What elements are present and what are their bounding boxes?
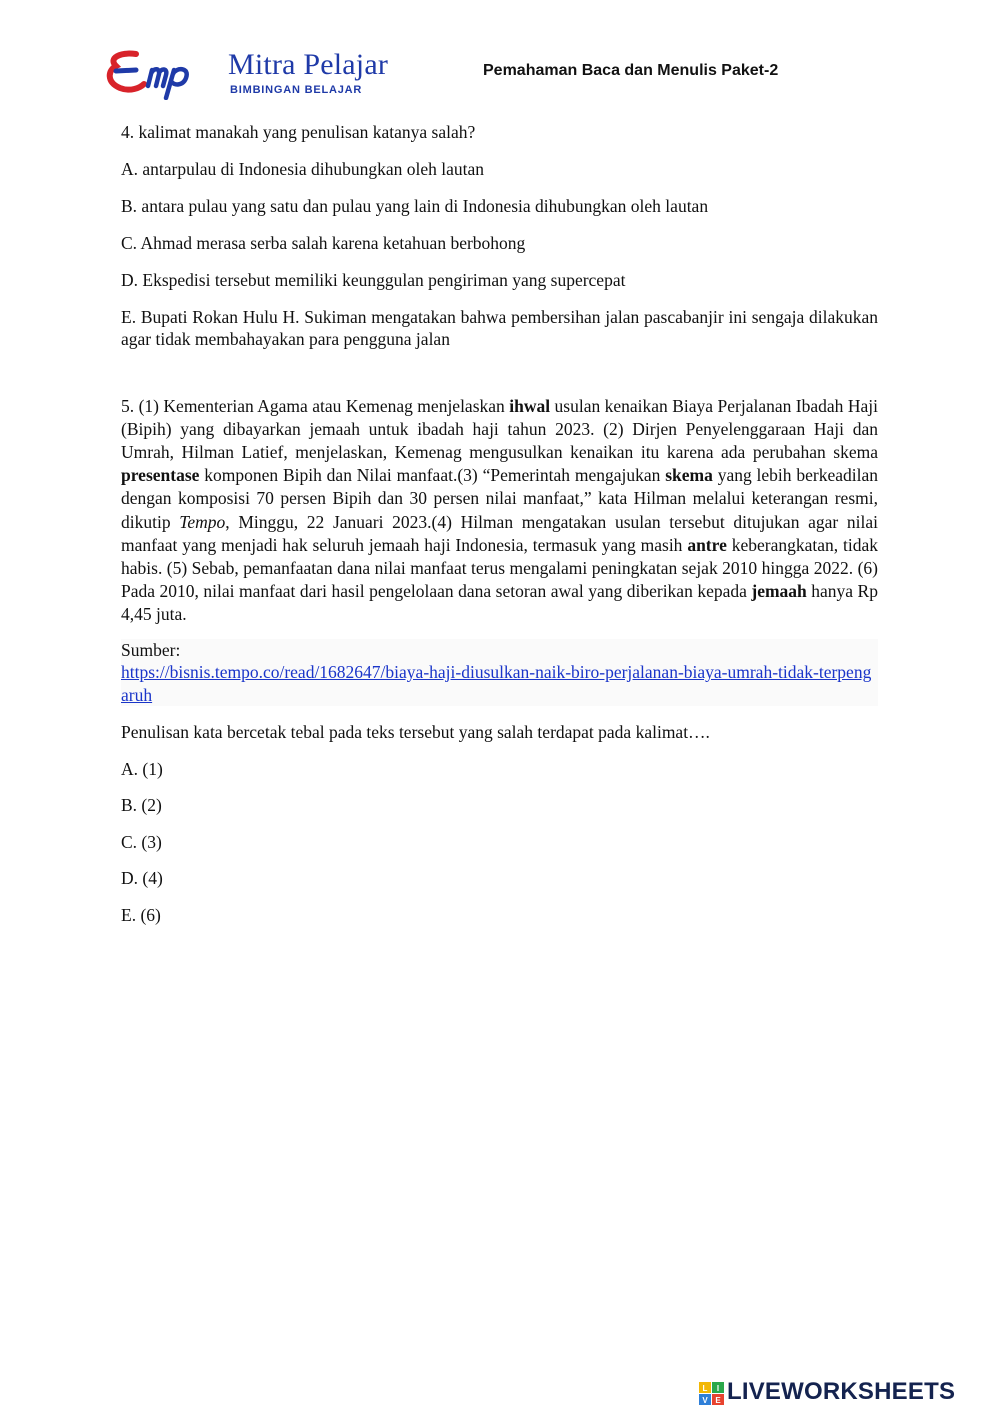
document-title: Pemahaman Baca dan Menulis Paket-2 [483,62,779,79]
bold-word-antre: antre [687,534,727,555]
bold-word-jemaah: jemaah [751,581,807,602]
liveworksheets-grid-icon [699,1382,725,1406]
liveworksheets-brand: LIVEWORKSHEETS [727,1378,956,1405]
question-4-option-c: C. Ahmad merasa serba salah karena ketahuan berbohong [121,232,526,253]
question-5-option-d: D. (4) [121,868,163,889]
question-4-option-b: B. antara pulau yang satu dan pulau yang lain di Indonesia dihubungkan oleh lautan [121,195,709,216]
emp-logo-mark-icon [106,48,226,100]
question-4-option-e: E. Bupati Rokan Hulu H. Sukiman mengatakan bahwa pembersihan jalan pascabanjir ini sengaja dilakukan agar tidak membahayakan para pengguna jalan [121,306,878,349]
bold-word-ihwal: ihwal [509,395,551,416]
worksheet-content [121,121,878,940]
brand-name: Mitra Pelajar [228,48,389,81]
passage-segment: , Minggu, 22 Januari 2023.(4) Hilman mengatakan usulan tersebut ditujukan agar nilai manfaat yang menjadi hak seluruh jemaah haji Indonesia, termasuk yang masih [121,511,878,555]
question-5-option-a: A. (1) [121,758,163,779]
grid-letter: V [702,1396,708,1405]
passage-segment: hanya Rp 4,45 juta. [121,581,878,625]
mitra-pelajar-logo [106,48,396,104]
liveworksheets-footer [699,1378,994,1410]
bold-word-skema: skema [665,465,713,486]
italic-word-tempo: Tempo [179,511,226,532]
question-5-option-e: E. (6) [121,904,161,925]
question-5 [121,395,878,927]
question-4-option-a: A. antarpulau di Indonesia dihubungkan oleh lautan [121,158,485,179]
source-link[interactable]: https://bisnis.tempo.co/read/1682647/biaya-haji-diusulkan-naik-biro-perjalanan-biaya-umrah-tidak-terpengaruh [121,662,872,705]
brand-subtitle: BIMBINGAN BELAJAR [230,84,363,96]
page-header [0,0,1000,110]
passage-segment: keberangkatan, tidak habis. (5) Sebab, pemanfaatan dana nilai manfaat terus mengalami peningkatan sejak 2010 hingga 2022. (6) Pada 2010, nilai manfaat dari hasil pengelolaan dana setoran awal yang diberikan kepada [121,534,878,602]
question-5-option-c: C. (3) [121,831,162,852]
passage-segment: komponen Bipih dan Nilai manfaat.(3) “Pemerintah mengajukan [199,465,666,486]
source-block [121,639,878,707]
question-4-option-d: D. Ekspedisi tersebut memiliki keunggulan pengiriman yang supercepat [121,269,626,290]
question-5-option-b: B. (2) [121,795,162,816]
passage-segment: 5. (1) Kementerian Agama atau Kemenag menjelaskan [121,395,510,416]
grid-letter: E [715,1396,721,1405]
question-5-text: Penulisan kata bercetak tebal pada teks tersebut yang salah terdapat pada kalimat…. [121,722,710,743]
question-5-passage [121,395,878,627]
passage-segment: yang lebih berkeadilan dengan komposisi 70 persen Bipih dan 30 persen nilai manfaat,” kata Hilman melalui keterangan resmi, dikutip [121,465,878,532]
question-4-text: 4. kalimat manakah yang penulisan katanya salah? [121,122,476,142]
grid-letter: L [702,1384,708,1393]
passage-segment: usulan kenaikan Biaya Perjalanan Ibadah Haji (Bipih) yang dibayarkan jemaah untuk ibadah haji tahun 2023. (2) Dirjen Penyelenggaraan Haji dan Umrah, Hilman Latief, menjelaskan, Kemenag mengusulkan kenaikan itu karena ada perubahan skema [121,395,878,462]
source-label: Sumber: [121,639,181,660]
question-4 [121,121,878,351]
bold-word-presentase: presentase [121,465,200,486]
grid-letter: I [716,1384,720,1393]
